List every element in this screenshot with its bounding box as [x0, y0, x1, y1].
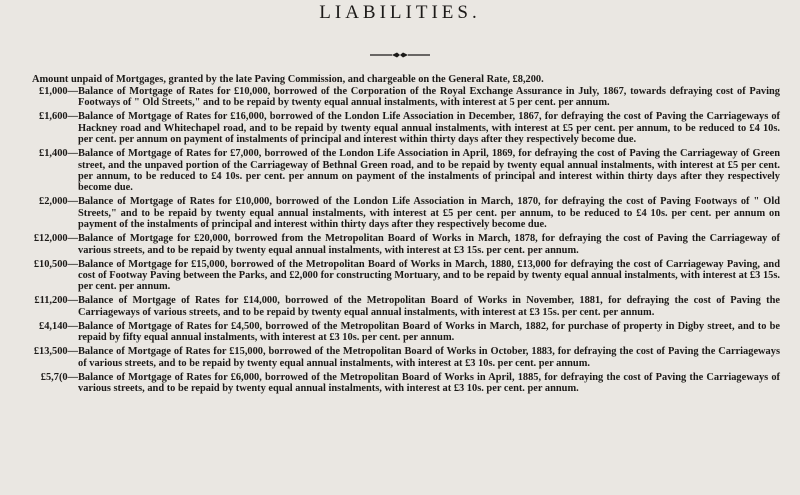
list-item: [0, 372, 800, 395]
ornament-divider-icon: [370, 51, 430, 59]
entry-text: Balance of Mortgage of Rates for £14,000, borrowed of the Metropolitan Board of Works in November, 1881, for defraying the cost of Paving the Carriageways of various streets, and to be repaid by twenty equal annual instalments, with interest at £3 15s. per cent. per annum.: [78, 295, 780, 318]
entry-amount: £10,500—: [33, 258, 78, 270]
entry-amount: £11,200—: [34, 295, 78, 307]
entry-text: Balance of Mortgage of Rates for £6,000, borrowed of the Metropolitan Board of Works in April, 1885, for defraying the cost of Paving the Carriageways of various streets, and to be repaid by twenty equal annual instalments, with interest at £3 10s. per cent. per annum.: [78, 371, 780, 395]
entry-text: Balance of Mortgage of Rates for £16,000, borrowed of the London Life Association in December, 1867, for defraying the cost of Paving the Carriageways of Hackney road and Whitechapel road, and to be repaid by twenty equal annual instalments, with interest at £5 per cent. per annum, to be reduced to £4 10s. per cent. per annum on payment of instalments of principal and interest within thirty days after they respectively become due.: [78, 111, 780, 146]
entry-amount: £4,140—: [39, 320, 78, 332]
list-item: [0, 111, 800, 145]
page-title: LIABILITIES.: [319, 2, 481, 23]
list-item: [0, 86, 800, 109]
liabilities-list: [0, 86, 800, 397]
entry-text: Balance of Mortgage of Rates for £15,000, borrowed of the Metropolitan Board of Works in October, 1883, for defraying the cost of Paving the Carriageways of various streets, and to be repaid by twenty equal annual instalments, with interest at £3 10s. per cent. per annum.: [78, 346, 780, 369]
entry-amount: £12,000—: [33, 233, 78, 245]
list-item: [0, 321, 800, 344]
entry-amount: £1,400—: [39, 148, 78, 160]
list-item: [0, 148, 800, 194]
entry-text: Balance of Mortgage of Rates for £10,000, borrowed of the London Life Association in March, 1870, for defraying the cost of Paving Footways of " Old Streets," and to be repaid by twenty equal annual instalments, with interest at £5 per cent. per annum, to be reduced to £4 10s. per cent. per annum on payment of the instalments of principal and interest within thirty days after they respectively become due.: [78, 196, 780, 231]
entry-text: Balance of Mortgage for £20,000, borrowed from the Metropolitan Board of Works in March, 1878, for defraying the cost of Paving the Carriageway of various streets, and to be repaid by twenty equal annual instalments, with interest at £3 15s. per cent. per annum.: [78, 233, 780, 256]
entry-amount: £2,000—: [39, 196, 78, 208]
list-item: [0, 259, 800, 293]
entry-text: Balance of Mortgage of Rates for £10,000, borrowed of the Corporation of the Royal Exchange Assurance in July, 1867, towards defraying cost of Paving Footways of " Old Streets," and to be repaid by twenty equal annual instalments, with interest at 5 per cent. per annum.: [78, 86, 780, 109]
list-item: [0, 346, 800, 369]
entry-amount: £5,7(0—: [40, 371, 78, 383]
entry-text: Balance of Mortgage for £15,000, borrowed of the Metropolitan Board of Works in March, 1880, £13,000 for defraying the cost of Carriageway Paving, and cost of Footway Paving between the Parks, and £2,000 for constructing Mortuary, and to be repaid by twenty equal annual instalments, with interest at £3 15s. per cent. per annum.: [78, 258, 780, 293]
entry-amount: £1,600—: [39, 111, 78, 123]
list-item: [0, 196, 800, 230]
entry-text: Balance of Mortgage of Rates for £4,500, borrowed of the Metropolitan Board of Works in March, 1882, for purchase of property in Digby street, and to be repaid by fifty equal annual instalments, with interest at £3 10s. per cent. per annum.: [78, 320, 780, 344]
intro-paragraph: Amount unpaid of Mortgages, granted by the late Paving Commission, and chargeable on the General Rate, £8,200.: [32, 74, 544, 85]
list-item: [0, 295, 800, 318]
entry-amount: £13,500—: [33, 346, 78, 358]
entry-text: Balance of Mortgage of Rates for £7,000, borrowed of the London Life Association in April, 1869, for defraying the cost of Paving the Carriageway of Green street, and the unpaved portion of the Carriageway of Bethnal Green road, and to be repaid by twenty equal annual instalments, with interest at £5 per cent. per annum, to be reduced to £4 10s. per cent. per annum on payment of the instalments of principal and interest within thirty days after they respectively become due.: [78, 148, 780, 194]
entry-amount: £1,000—: [39, 86, 78, 97]
list-item: [0, 233, 800, 256]
